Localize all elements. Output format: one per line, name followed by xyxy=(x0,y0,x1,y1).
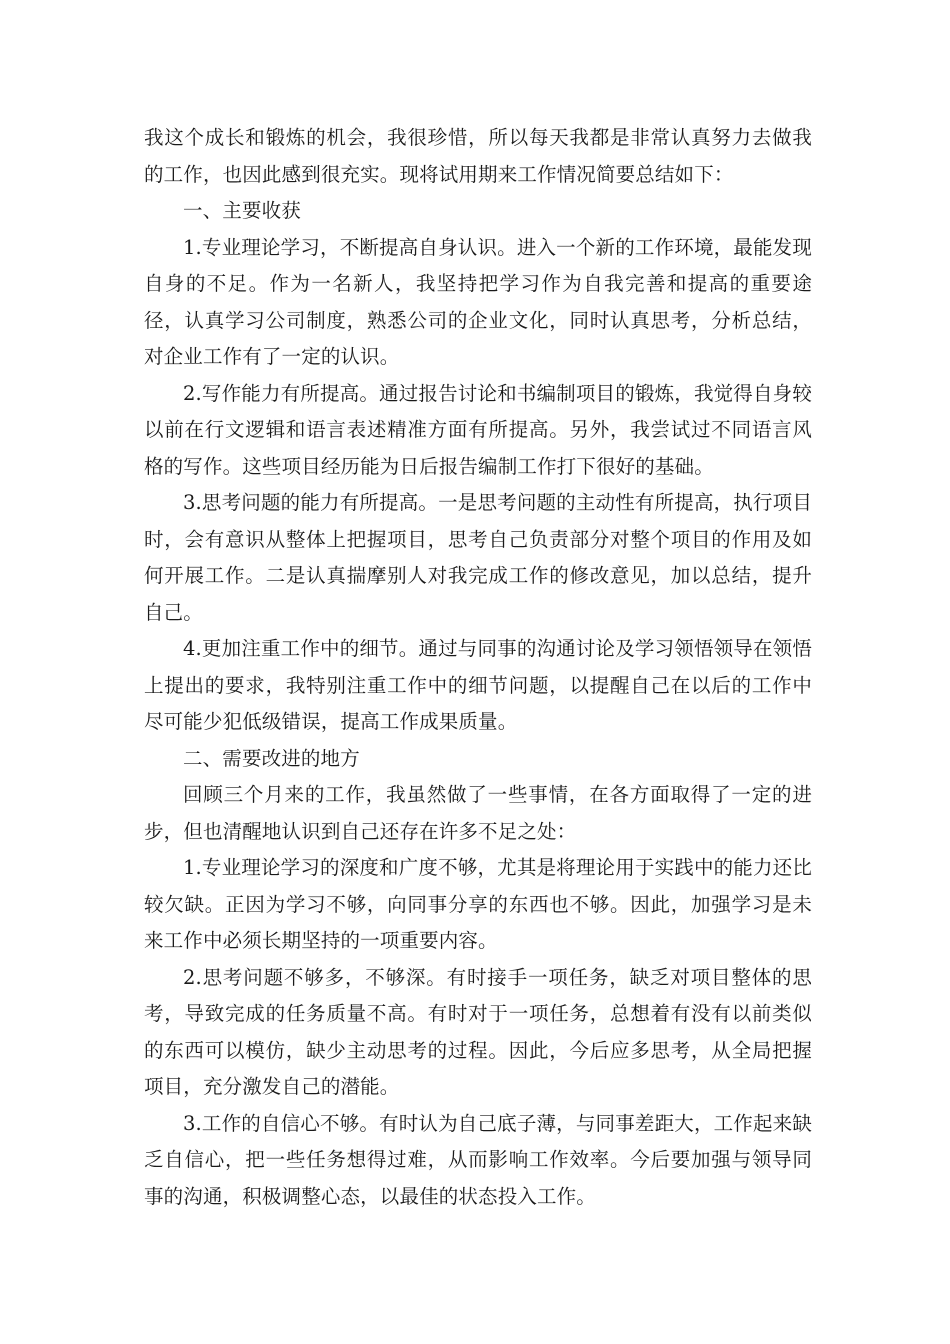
paragraph-improvement-intro: 回顾三个月来的工作，我虽然做了一些事情，在各方面取得了一定的进步，但也清醒地认识到自己还存在许多不足之处： xyxy=(144,783,812,843)
document-body xyxy=(144,120,812,1215)
paragraph-gain-2: 2.写作能力有所提高。通过报告讨论和书编制项目的锻炼，我觉得自身较以前在行文逻辑和语言表述精准方面有所提高。另外，我尝试过不同语言风格的写作。这些项目经历能为日后报告编制工作打下很好的基础。 xyxy=(144,381,812,478)
paragraph-gain-1: 1.专业理论学习，不断提高自身认识。进入一个新的工作环境，最能发现自身的不足。作为一名新人，我坚持把学习作为自我完善和提高的重要途径，认真学习公司制度，熟悉公司的企业文化，同时认真思考，分析总结，对企业工作有了一定的认识。 xyxy=(144,235,812,368)
paragraph-gain-3: 3.思考问题的能力有所提高。一是思考问题的主动性有所提高，执行项目时，会有意识从整体上把握项目，思考自己负责部分对整个项目的作用及如何开展工作。二是认真揣摩别人对我完成工作的修改意见，加以总结，提升自己。 xyxy=(144,491,812,624)
paragraph-improvement-3: 3.工作的自信心不够。有时认为自己底子薄，与同事差距大，工作起来缺乏自信心，把一些任务想得过难，从而影响工作效率。今后要加强与领导同事的沟通，积极调整心态，以最佳的状态投入工作。 xyxy=(144,1111,812,1208)
paragraph-gain-4: 4.更加注重工作中的细节。通过与同事的沟通讨论及学习领悟领导在领悟上提出的要求，我特别注重工作中的细节问题，以提醒自己在以后的工作中尽可能少犯低级错误，提高工作成果质量。 xyxy=(144,637,812,733)
paragraph-continuation: 我这个成长和锻炼的机会，我很珍惜，所以每天我都是非常认真努力去做我的工作，也因此感到很充实。现将试用期来工作情况简要总结如下： xyxy=(144,126,812,186)
paragraph-improvement-1: 1.专业理论学习的深度和广度不够，尤其是将理论用于实践中的能力还比较欠缺。正因为学习不够，向同事分享的东西也不够。因此，加强学习是未来工作中必须长期坚持的一项重要内容。 xyxy=(144,856,812,952)
paragraph-improvement-2: 2.思考问题不够多，不够深。有时接手一项任务，缺乏对项目整体的思考，导致完成的任务质量不高。有时对于一项任务，总想着有没有以前类似的东西可以模仿，缺少主动思考的过程。因此，今后应多思考，从全局把握项目，充分激发自己的潜能。 xyxy=(144,965,812,1098)
section-heading-main-gains: 一、主要收获 xyxy=(183,199,301,222)
section-heading-improvements: 二、需要改进的地方 xyxy=(183,746,360,770)
